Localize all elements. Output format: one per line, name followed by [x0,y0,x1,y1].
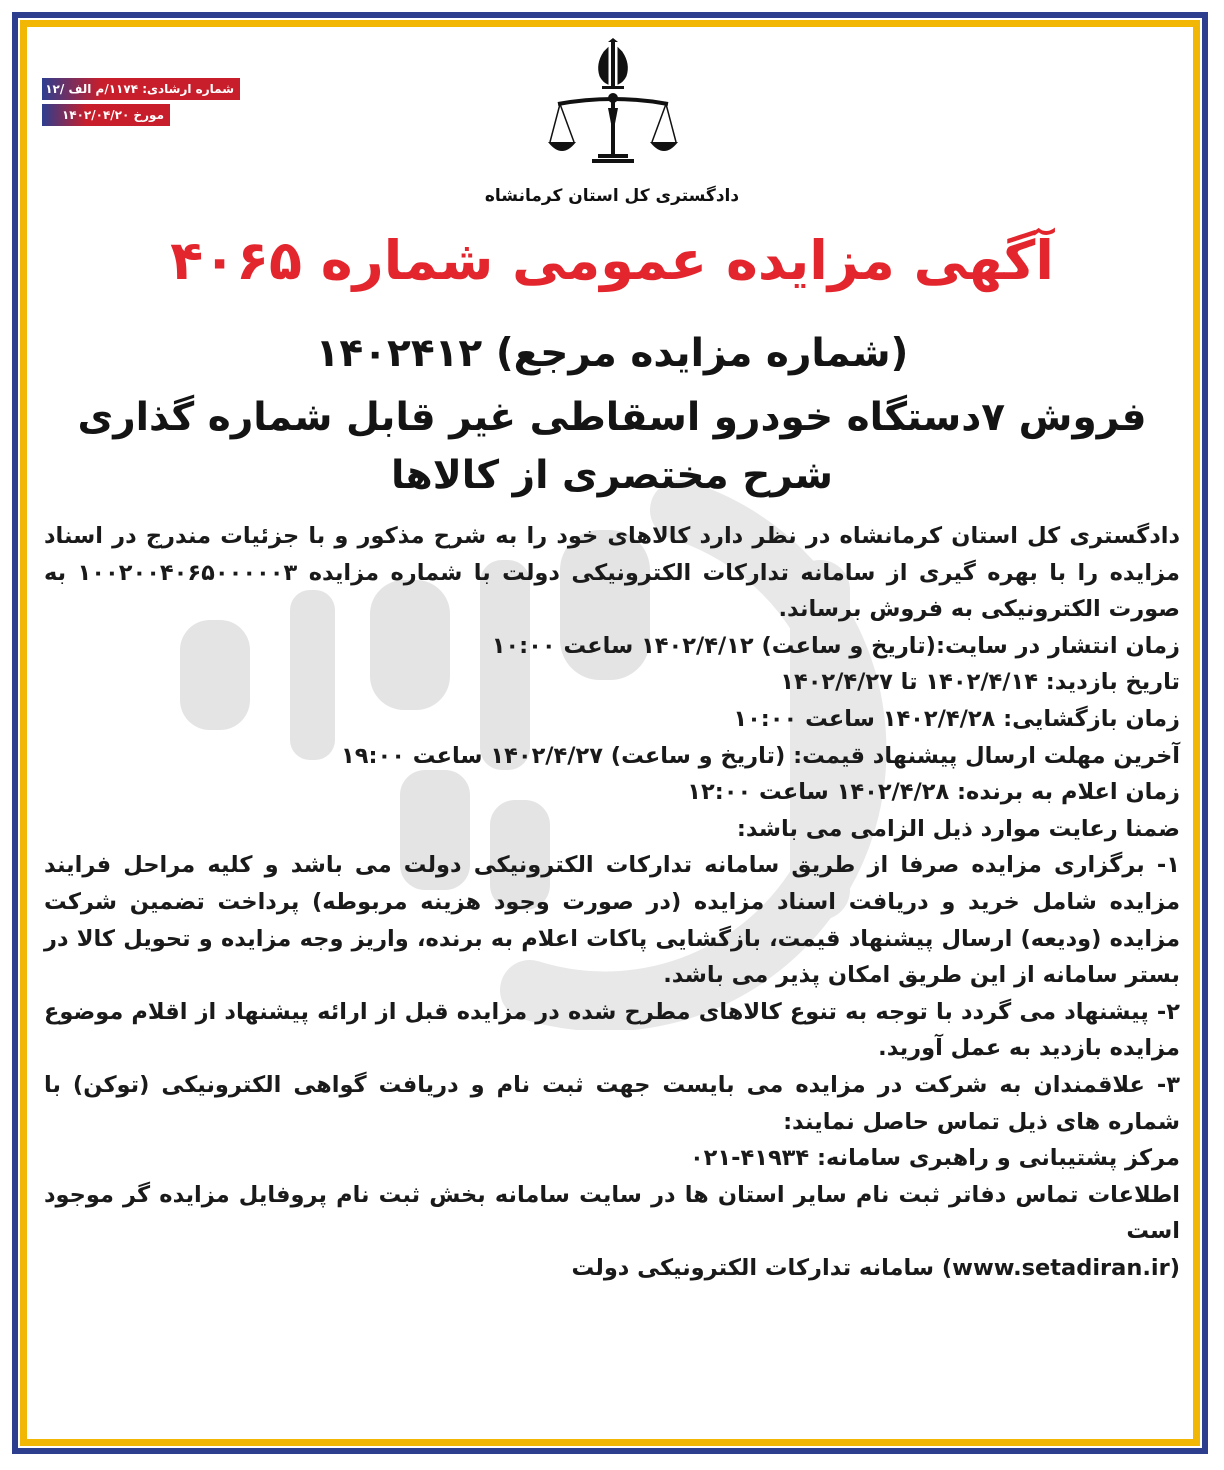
support-center: مرکز پشتیبانی و راهبری سامانه: ۴۱۹۳۴-۰۲۱ [689,1145,1180,1172]
auction-subject: فروش ۷دستگاه خودرو اسقاطی غیر قابل شماره گذاری [77,395,1147,440]
winner-announcement: زمان اعلام به برنده: ۱۴۰۲/۴/۲۸ ساعت ۱۲:۰۰ [687,779,1180,806]
intro-paragraph: دادگستری کل استان کرمانشاه در نظر دارد کالاهای خود را به شرح مذکور و با جزئیات مندرج در اسناد مزایده را با بهره گیری از سامانه تدارکات الکترونیکی دولت با شماره مزایده ۱۰۰۲۰۰۴۰۶۵۰۰۰۰۰۳ به صورت الکترونیکی به فروش برساند. [44,523,1180,623]
website-link[interactable]: (www.setadiran.ir) [941,1254,1180,1281]
other-provinces-info: اطلاعات تماس دفاتر ثبت نام سایر استان ها در سایت سامانه بخش ثبت نام پروفایل مزایده گر موجود است [44,1181,1180,1245]
compliance-note: ضمنا رعایت موارد ذیل الزامی می باشد: [736,815,1180,842]
website-line [44,1250,1180,1287]
visit-date: تاریخ بازدید: ۱۴۰۲/۴/۱۴ تا ۱۴۰۲/۴/۲۷ [780,669,1180,696]
court-name: دادگستری کل استان کرمانشاه [484,186,740,206]
bid-deadline: آخرین مهلت ارسال پیشنهاد قیمت: (تاریخ و ساعت) ۱۴۰۲/۴/۲۷ ساعت ۱۹:۰۰ [341,742,1180,769]
items-summary-heading: شرح مختصری از کالاها [391,453,833,498]
reference-number: (شماره مزایده مرجع) ۱۴۰۲۴۱۲ [315,331,909,376]
condition-item-3: ۳- علاقمندان به شرکت در مزایده می بایست جهت ثبت نام و دریافت گواهی الکترونیکی (توکن) با شماره های ذیل تماس حاصل نمایند: [44,1071,1180,1135]
publish-time: زمان انتشار در سایت:(تاریخ و ساعت) ۱۴۰۲/۴/۱۲ ساعت ۱۰:۰۰ [491,632,1180,659]
notice-body [44,518,1180,1286]
condition-item-2: ۲- پیشنهاد می گردد با توجه به تنوع کالاهای مطرح شده در مزایده قبل از ارائه پیشنهاد از اقلام موضوع مزایده بازدید به عمل آورید. [44,998,1180,1062]
judiciary-emblem-icon [548,38,678,178]
license-date-badge: مورخ ۱۴۰۲/۰۴/۲۰ [42,104,170,126]
website-name: سامانه تدارکات الکترونیکی دولت [571,1254,935,1281]
opening-time: زمان بازگشایی: ۱۴۰۲/۴/۲۸ ساعت ۱۰:۰۰ [733,705,1180,732]
license-number-badge: شماره ارشادی: ۱۱۷۴/م الف /۱۲ [42,78,240,100]
page-title: آگهی مزایده عمومی شماره ۴۰۶۵ [170,229,1054,292]
condition-item-1: ۱- برگزاری مزایده صرفا از طریق سامانه تدارکات الکترونیکی دولت می باشد و کلیه مراحل فرایند مزایده شامل خرید و دریافت اسناد مزایده (در صورت وجود هزینه مربوطه) پرداخت تضمین شرکت مزایده (ودیعه) ارسال پیشنهاد قیمت، بازگشایی پاکات اعلام به برنده، واریز وجه مزایده و تحویل کالا در بستر سامانه از این طریق امکان پذیر می باشد. [44,852,1180,989]
